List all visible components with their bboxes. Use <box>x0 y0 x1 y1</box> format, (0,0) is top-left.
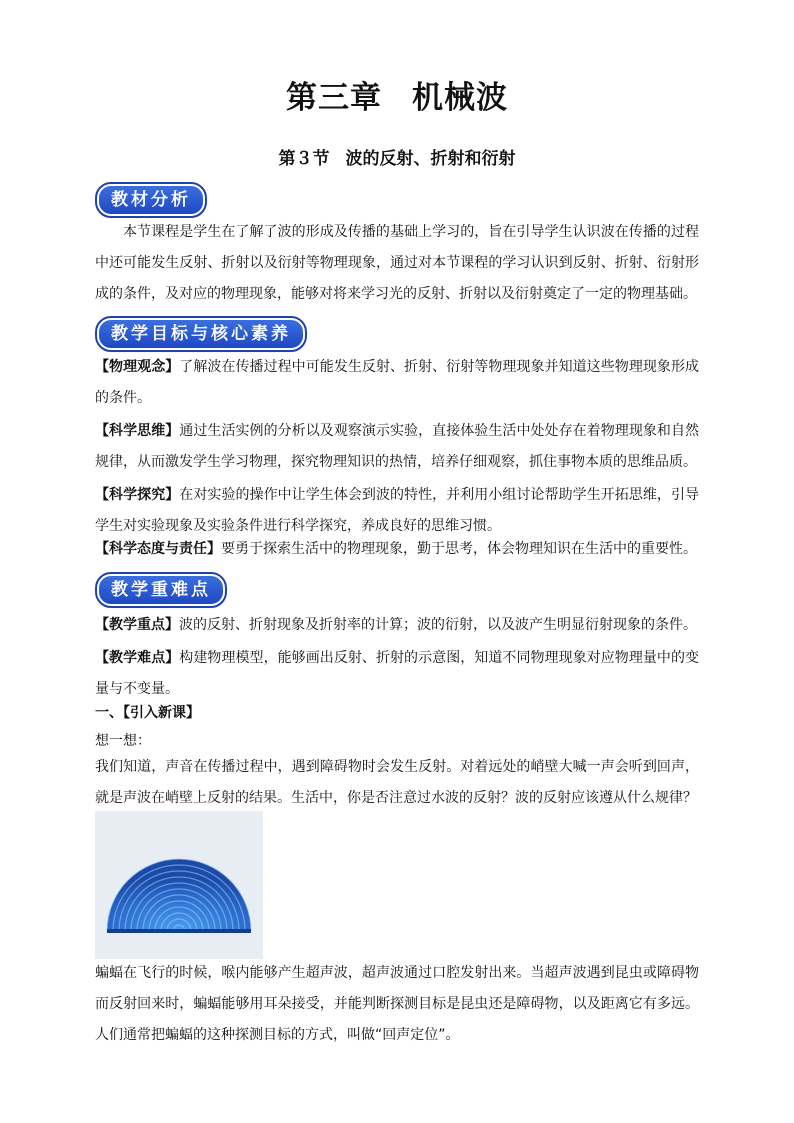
goal-tag: 【科学探究】 <box>95 487 180 503</box>
goal-text: 了解波在传播过程中可能发生反射、折射、衍射等物理现象并知道这些物理现象形成的条件。 <box>95 359 700 406</box>
section-number: 第３节 <box>278 149 330 169</box>
goal-tag: 【科学思维】 <box>95 423 180 439</box>
goal-physics-concept <box>95 352 699 414</box>
think-label: 想一想： <box>95 733 151 749</box>
goal-scientific-inquiry <box>95 480 699 542</box>
goal-tag: 【科学态度与责任】 <box>95 541 221 557</box>
goal-scientific-thinking <box>95 416 699 478</box>
badge-keypoints: 教学重难点 <box>97 574 225 606</box>
goal-tag: 【物理观念】 <box>95 359 180 375</box>
keypoint-text: 波的反射、折射现象及折射率的计算；波的衍射，以及波产生明显衍射现象的条件。 <box>179 617 697 633</box>
chapter-number: 第三章 <box>286 80 382 116</box>
bat-echolocation-paragraph: 蝙蝠在飞行的时候，喉内能够产生超声波，超声波通过口腔发射出来。当超声波遇到昆虫或障碍物而反射回来时，蝙蝠能够用耳朵接受，并能判断探测目标是昆虫还是障碍物，以及距离它有多远。人们通常把蝙蝠的这种探测目标的方式，叫做“回声定位”。 <box>95 965 699 1043</box>
keypoint-focus <box>95 610 699 641</box>
section-name: 波的反射、折射和衍射 <box>345 149 516 169</box>
section-title <box>0 144 794 169</box>
goal-text: 要勇于探索生活中的物理现象，勤于思考，体会物理知识在生活中的重要性。 <box>221 541 697 557</box>
goal-text: 在对实验的操作中让学生体会到波的特性，并利用小组讨论帮助学生开拓思维，引导学生对实验现象及实验条件进行科学探究，养成良好的思维习惯。 <box>95 487 700 534</box>
analysis-paragraph: 本节课程是学生在了解了波的形成及传播的基础上学习的，旨在引导学生认识波在传播的过程中还可能发生反射、折射以及衍射等物理现象，通过对本节课程的学习认识到反射、折射、衍射形成的条件，及对应的物理现象，能够对将来学习光的反射、折射以及衍射奠定了一定的物理基础。 <box>95 224 699 302</box>
badge-goals: 教学目标与核心素养 <box>97 318 305 350</box>
keypoint-difficulty <box>95 643 699 705</box>
badge-analysis: 教材分析 <box>97 184 205 216</box>
goal-attitude-responsibility <box>95 534 699 565</box>
keypoint-tag: 【教学重点】 <box>95 617 179 633</box>
intro-paragraph: 我们知道，声音在传播过程中，遇到障碍物时会发生反射。对着远处的峭壁大喊一声会听到回声，就是声波在峭壁上反射的结果。生活中，你是否注意过水波的反射？波的反射应该遵从什么规律？ <box>95 759 699 806</box>
keypoint-tag: 【教学难点】 <box>95 650 180 666</box>
chapter-name: 机械波 <box>412 80 508 116</box>
keypoint-text: 构建物理模型，能够画出反射、折射的示意图，知道不同物理现象对应物理量中的变量与不变量。 <box>95 650 700 697</box>
water-wave-reflection-image <box>95 811 263 959</box>
goal-text: 通过生活实例的分析以及观察演示实验，直接体验生活中处处存在着物理现象和自然规律，从而激发学生学习物理，探究物理知识的热情，培养仔细观察，抓住事物本质的思维品质。 <box>95 423 700 470</box>
chapter-title <box>0 72 794 117</box>
intro-heading: 一、【引入新课】 <box>95 705 200 721</box>
